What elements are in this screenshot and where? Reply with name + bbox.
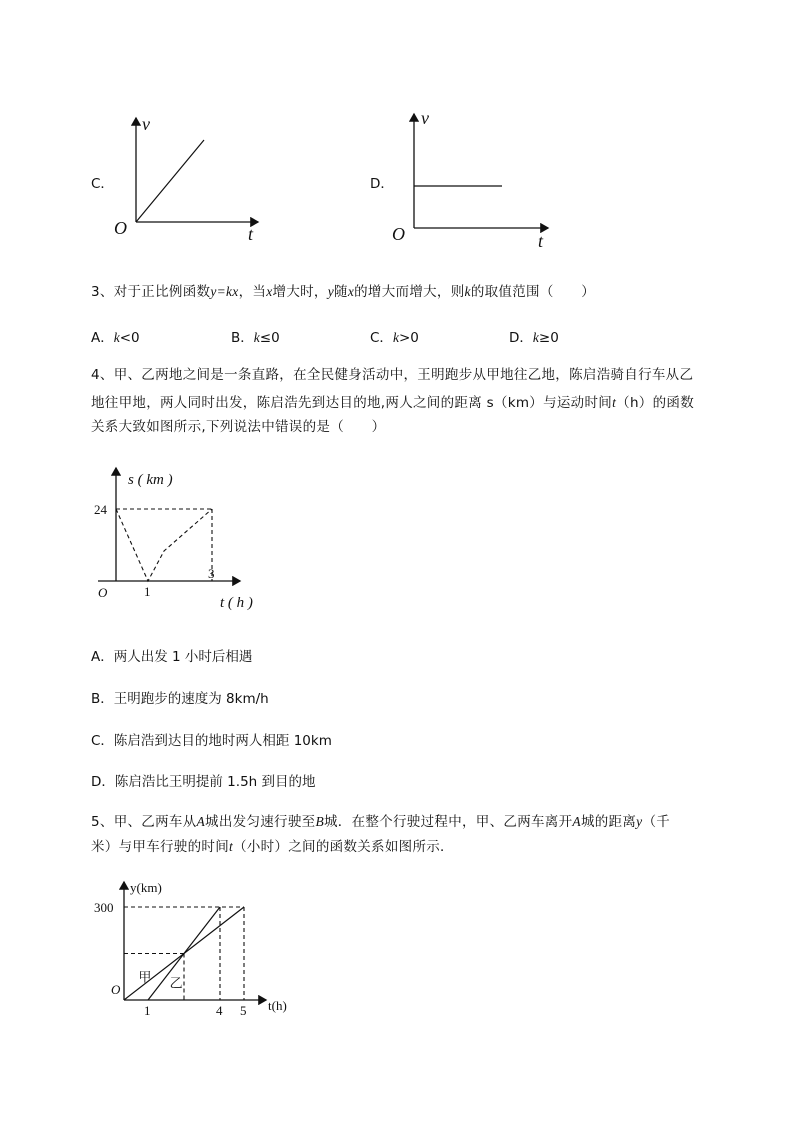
q3-stem: 3、对于正比例函数y=kx，当x增大时，y随x的增大而增大，则k的取值范围（ ） [91, 284, 596, 300]
increasing-line [136, 140, 204, 222]
q3-option-c: C．k>0 [370, 330, 419, 346]
v-axis-label: v [142, 114, 150, 134]
q4-stem-line-3: 关系大致如图所示,下列说法中错误的是（ ） [91, 419, 386, 435]
q4-option-d: D．陈启浩比王明提前 1.5h 到目的地 [91, 774, 316, 790]
origin-label: O [392, 224, 405, 244]
q5-stem-line-1: 5、甲、乙两车从A城出发匀速行驶至B城．在整个行驶过程中，甲、乙两车离开A城的距离y（千 [91, 814, 671, 830]
q2-option-d-graph [388, 106, 558, 251]
q4-option-c: C．陈启浩到达目的地时两人相距 10km [91, 733, 332, 749]
t-axis-label: t [248, 224, 254, 244]
t-axis-label: t [538, 231, 544, 251]
x-tick-label: 1 [144, 584, 151, 599]
q3-option-d: D．k≥0 [509, 330, 559, 346]
series-label-jia: 甲 [138, 970, 152, 986]
y-axis-label: s ( km ) [128, 472, 173, 488]
v-axis-label: v [421, 108, 429, 128]
series-label-yi: 乙 [169, 976, 183, 992]
y-axis-label: y(km) [130, 880, 162, 895]
x-axis-label: t ( h ) [220, 595, 253, 611]
x-axis-label: t(h) [268, 998, 287, 1013]
origin-label: O [111, 982, 121, 997]
x-tick-label: 3 [208, 566, 215, 581]
q3-option-b: B．k≤0 [231, 330, 280, 346]
q4-stem-line-1: 4、甲、乙两地之间是一条直路，在全民健身活动中，王明跑步从甲地往乙地，陈启浩骑自行车从乙 [91, 367, 694, 383]
origin-label: O [98, 585, 108, 600]
q2-option-d-label: D． [370, 176, 394, 192]
q4-distance-chart [92, 464, 272, 614]
q2-option-c-graph [108, 110, 268, 245]
q4-option-b: B．王明跑步的速度为 8km/h [91, 691, 269, 707]
q2-option-c-label: C． [91, 176, 114, 192]
q5-distance-chart [94, 878, 306, 1018]
q5-stem-line-2: 米）与甲车行驶的时间t（小时）之间的函数关系如图所示． [91, 839, 454, 855]
x-tick-label: 1 [144, 1003, 151, 1018]
distance-series-line [116, 509, 212, 581]
q4-option-a: A．两人出发 1 小时后相遇 [91, 649, 253, 665]
q4-stem-line-2: 地往甲地，两人同时出发，陈启浩先到达目的地,两人之间的距离 s（km）与运动时间t（h）的函数 [91, 395, 695, 411]
x-tick-label: 4 [216, 1003, 223, 1018]
q3-option-a: A．k<0 [91, 330, 140, 346]
y-tick-label: 24 [94, 502, 107, 517]
x-tick-label: 5 [240, 1003, 247, 1018]
origin-label: O [114, 218, 127, 238]
y-tick-label: 300 [94, 900, 114, 915]
